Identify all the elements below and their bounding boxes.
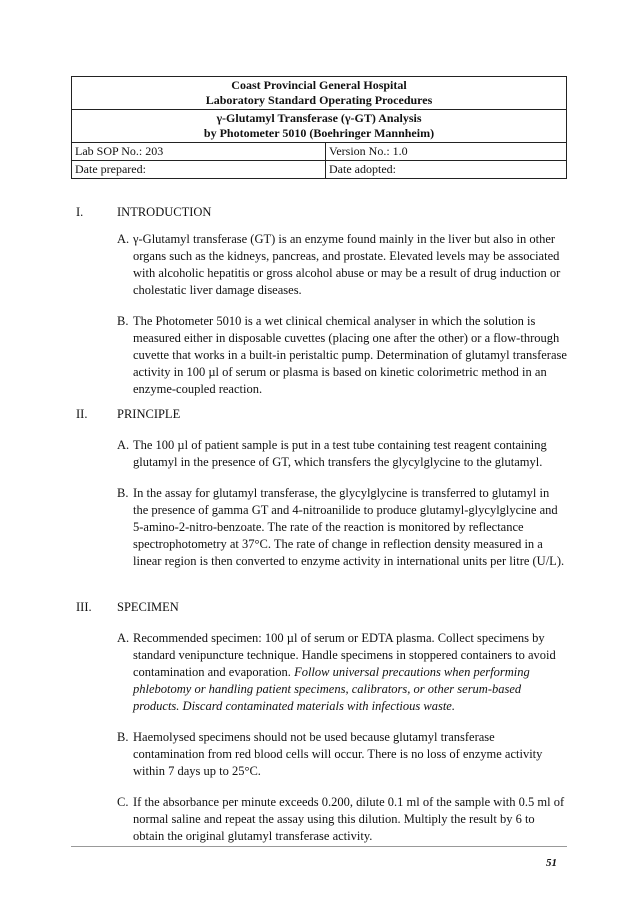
analysis-title: γ-Glutamyl Transferase (γ-GT) Analysis — [216, 111, 422, 125]
item-text: If the absorbance per minute exceeds 0.200, dilute 0.1 ml of the sample with 0.5 ml of normal saline and repeat the assay using this dilution. Multiply the result by 6 to obtain the original glutamyl transferase activity. — [133, 795, 565, 843]
item-text: The 100 µl of patient sample is put in a test tube containing test reagent containing glutamyl in the presence of GT, which transfers the glycylglycine to the glutamyl. — [133, 438, 547, 469]
item-letter: B. — [117, 314, 129, 328]
section-number: I. — [76, 205, 84, 219]
section-title: INTRODUCTION — [117, 205, 212, 219]
section-number: III. — [76, 600, 92, 614]
section-heading — [71, 203, 567, 221]
hospital-name: Coast Provincial General Hospital — [231, 78, 407, 92]
item-text: The Photometer 5010 is a wet clinical chemical analyser in which the solution is measured either in disposable cuvettes (placing one after the other) or a flow-through cuvette that works in a built-in peristaltic pump. Determination of glutamyl transferase activity in 100 µl of serum or plasma is based on kinetic colorimetric method in an enzyme-coupled reaction. — [133, 314, 567, 396]
header-title-cell — [72, 77, 567, 110]
list-item — [117, 630, 567, 715]
item-text: In the assay for glutamyl transferase, the glycylglycine is transferred to glutamyl in the presence of gamma GT and 4-nitroanilide to produce glutamyl-glycylglycine and 5-amino-2-nitro-benzoate. The rate of the reaction is monitored by reflectance spectrophotometry at 37°C. The rate of change in reflection density measured in a linear region is then converted to enzyme activity in international units per litre (U/L). — [133, 486, 565, 568]
page-number: 51 — [546, 857, 557, 869]
list-item — [117, 729, 567, 780]
section-title: PRINCIPLE — [117, 407, 181, 421]
item-letter: A. — [117, 631, 130, 645]
date-adopted: Date adopted: — [326, 161, 567, 179]
instrument-name: by Photometer 5010 (Boehringer Mannheim) — [203, 126, 435, 140]
sop-header-table — [71, 76, 567, 179]
list-item — [117, 485, 567, 570]
header-analysis-cell — [72, 110, 567, 143]
section-introduction — [71, 203, 567, 398]
section-title: SPECIMEN — [117, 600, 179, 614]
sop-number: Lab SOP No.: 203 — [72, 143, 326, 161]
item-text-italic: Follow universal precautions when performing phlebotomy or handling patient specimens, calibrators, or other serum-based products. Discard contaminated materials with infectious waste. — [133, 665, 530, 713]
section-heading — [71, 405, 567, 423]
item-letter: B. — [117, 730, 129, 744]
item-letter: C. — [117, 795, 129, 809]
footer-divider — [71, 846, 567, 847]
list-item — [117, 313, 567, 398]
version-number: Version No.: 1.0 — [326, 143, 567, 161]
section-number: II. — [76, 407, 88, 421]
list-item — [117, 794, 567, 845]
item-letter: B. — [117, 486, 129, 500]
item-text: Haemolysed specimens should not be used because glutamyl transferase contamination from red blood cells will occur. There is no loss of enzyme activity within 7 days up to 25°C. — [133, 730, 543, 778]
item-letter: A. — [117, 438, 130, 452]
section-heading — [71, 598, 567, 616]
department-name: Laboratory Standard Operating Procedures — [205, 93, 433, 107]
section-principle — [71, 405, 567, 570]
date-prepared: Date prepared: — [72, 161, 326, 179]
item-text: γ-Glutamyl transferase (GT) is an enzyme found mainly in the liver but also in other organs such as the kidneys, pancreas, and prostate. Elevated levels may be associated with alcoholic hepatitis or gross alcohol abuse or may be a result of drug induction or cholestatic liver damage diseases. — [133, 232, 561, 297]
list-item — [117, 437, 567, 471]
item-letter: A. — [117, 232, 130, 246]
section-specimen — [71, 598, 567, 845]
list-item — [117, 231, 567, 299]
item-text: Recommended specimen: 100 µl of serum or EDTA plasma. Collect specimens by standard venipuncture technique. Handle specimens in stoppered containers to avoid contamination and evaporation. — [133, 631, 556, 679]
